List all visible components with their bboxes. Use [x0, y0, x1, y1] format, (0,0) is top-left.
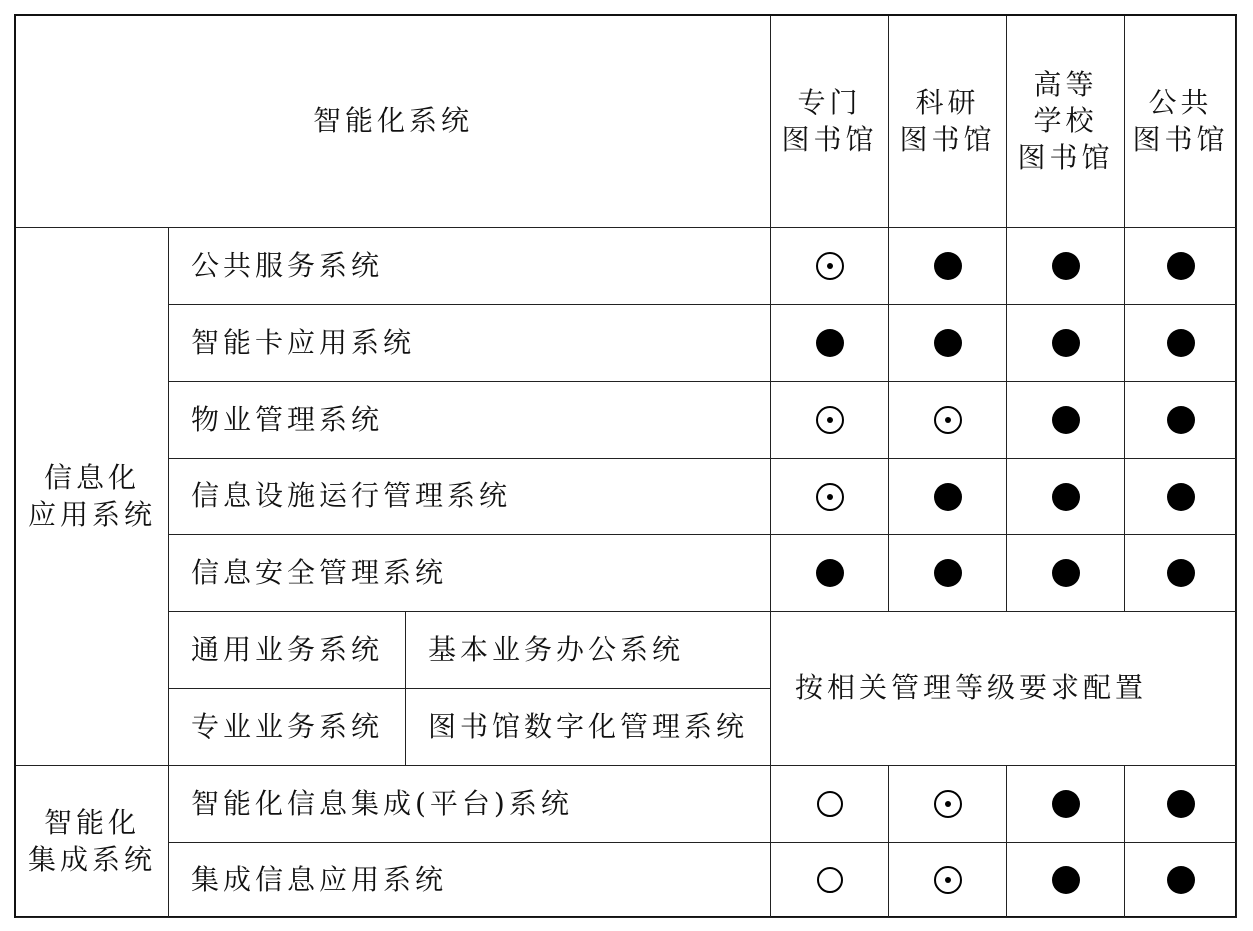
system-name: 信息安全管理系统 [191, 555, 448, 589]
mark-cell [771, 228, 889, 305]
group-info-app [16, 228, 169, 766]
required-mark-icon [1167, 866, 1195, 894]
config-note-text: 按相关管理等级要求配置 [795, 671, 1148, 705]
required-mark-icon [934, 559, 962, 587]
mark-cell [1007, 843, 1125, 918]
column-header-line: 图书馆 [1132, 122, 1229, 156]
group-label-line: 应用系统 [27, 497, 156, 531]
business-system: 图书馆数字化管理系统 [428, 709, 749, 743]
system-name-cell [169, 766, 771, 843]
mark-cell [889, 843, 1007, 918]
column-header-line: 图书馆 [781, 122, 878, 156]
system-name: 智能卡应用系统 [191, 325, 416, 359]
header-system-title [16, 16, 771, 228]
mark-cell [771, 535, 889, 612]
mark-cell [771, 382, 889, 459]
required-mark-icon [934, 329, 962, 357]
system-name-cell [169, 459, 771, 535]
mark-cell [1125, 766, 1237, 843]
business-special-system [406, 689, 771, 766]
required-mark-icon [1052, 559, 1080, 587]
business-general-system [406, 612, 771, 689]
column-header-line: 图书馆 [899, 122, 996, 156]
config-note [771, 612, 1237, 766]
mark-cell [1125, 535, 1237, 612]
required-mark-icon [1052, 483, 1080, 511]
system-name-cell [169, 382, 771, 459]
recommended-mark-icon [934, 866, 962, 894]
required-mark-icon [816, 329, 844, 357]
header-column-3 [1007, 16, 1125, 228]
group-label-line: 信息化 [43, 461, 140, 495]
mark-cell [1007, 228, 1125, 305]
header-column-2 [889, 16, 1007, 228]
optional-mark-icon [817, 867, 843, 893]
required-mark-icon [1167, 252, 1195, 280]
mark-cell [889, 382, 1007, 459]
required-mark-icon [1052, 790, 1080, 818]
required-mark-icon [1167, 406, 1195, 434]
required-mark-icon [1052, 329, 1080, 357]
column-header-line: 科研 [915, 86, 980, 120]
required-mark-icon [1052, 252, 1080, 280]
required-mark-icon [934, 483, 962, 511]
mark-cell [1007, 382, 1125, 459]
required-mark-icon [1167, 790, 1195, 818]
system-name-cell [169, 843, 771, 918]
mark-cell [1007, 459, 1125, 535]
system-title-text: 智能化系统 [312, 104, 473, 138]
mark-cell [1125, 843, 1237, 918]
business-general-category [169, 612, 406, 689]
mark-cell [1007, 305, 1125, 382]
mark-cell [771, 766, 889, 843]
column-header-line: 学校 [1033, 104, 1098, 138]
system-name: 信息设施运行管理系统 [191, 479, 512, 513]
group-label-line: 智能化 [43, 806, 140, 840]
group-label-line: 集成系统 [27, 842, 156, 876]
column-header-line: 公共 [1148, 86, 1213, 120]
mark-cell [1125, 305, 1237, 382]
recommended-mark-icon [934, 406, 962, 434]
mark-cell [889, 535, 1007, 612]
system-name-cell [169, 305, 771, 382]
system-name: 集成信息应用系统 [191, 862, 448, 896]
column-header-line: 高等 [1033, 67, 1098, 101]
optional-mark-icon [817, 791, 843, 817]
system-name: 公共服务系统 [191, 248, 384, 282]
mark-cell [889, 305, 1007, 382]
header-column-4 [1125, 16, 1237, 228]
mark-cell [889, 228, 1007, 305]
mark-cell [889, 459, 1007, 535]
required-mark-icon [1167, 329, 1195, 357]
mark-cell [1125, 382, 1237, 459]
mark-cell [889, 766, 1007, 843]
business-special-category [169, 689, 406, 766]
business-category: 专业业务系统 [190, 709, 383, 743]
recommended-mark-icon [816, 483, 844, 511]
recommended-mark-icon [816, 406, 844, 434]
mark-cell [1007, 535, 1125, 612]
mark-cell [1125, 228, 1237, 305]
recommended-mark-icon [816, 252, 844, 280]
mark-cell [771, 305, 889, 382]
business-system: 基本业务办公系统 [428, 632, 685, 666]
config-table [14, 14, 1237, 918]
required-mark-icon [934, 252, 962, 280]
column-header-line: 图书馆 [1017, 140, 1114, 174]
business-category: 通用业务系统 [190, 632, 383, 666]
system-name: 物业管理系统 [191, 402, 384, 436]
group-integration [16, 766, 169, 918]
system-name-cell [169, 535, 771, 612]
mark-cell [1125, 459, 1237, 535]
required-mark-icon [1052, 866, 1080, 894]
required-mark-icon [1052, 406, 1080, 434]
required-mark-icon [1167, 559, 1195, 587]
required-mark-icon [816, 559, 844, 587]
mark-cell [771, 459, 889, 535]
system-name-cell [169, 228, 771, 305]
header-column-1 [771, 16, 889, 228]
mark-cell [1007, 766, 1125, 843]
system-name: 智能化信息集成(平台)系统 [191, 786, 573, 820]
column-header-line: 专门 [797, 86, 862, 120]
recommended-mark-icon [934, 790, 962, 818]
required-mark-icon [1167, 483, 1195, 511]
mark-cell [771, 843, 889, 918]
